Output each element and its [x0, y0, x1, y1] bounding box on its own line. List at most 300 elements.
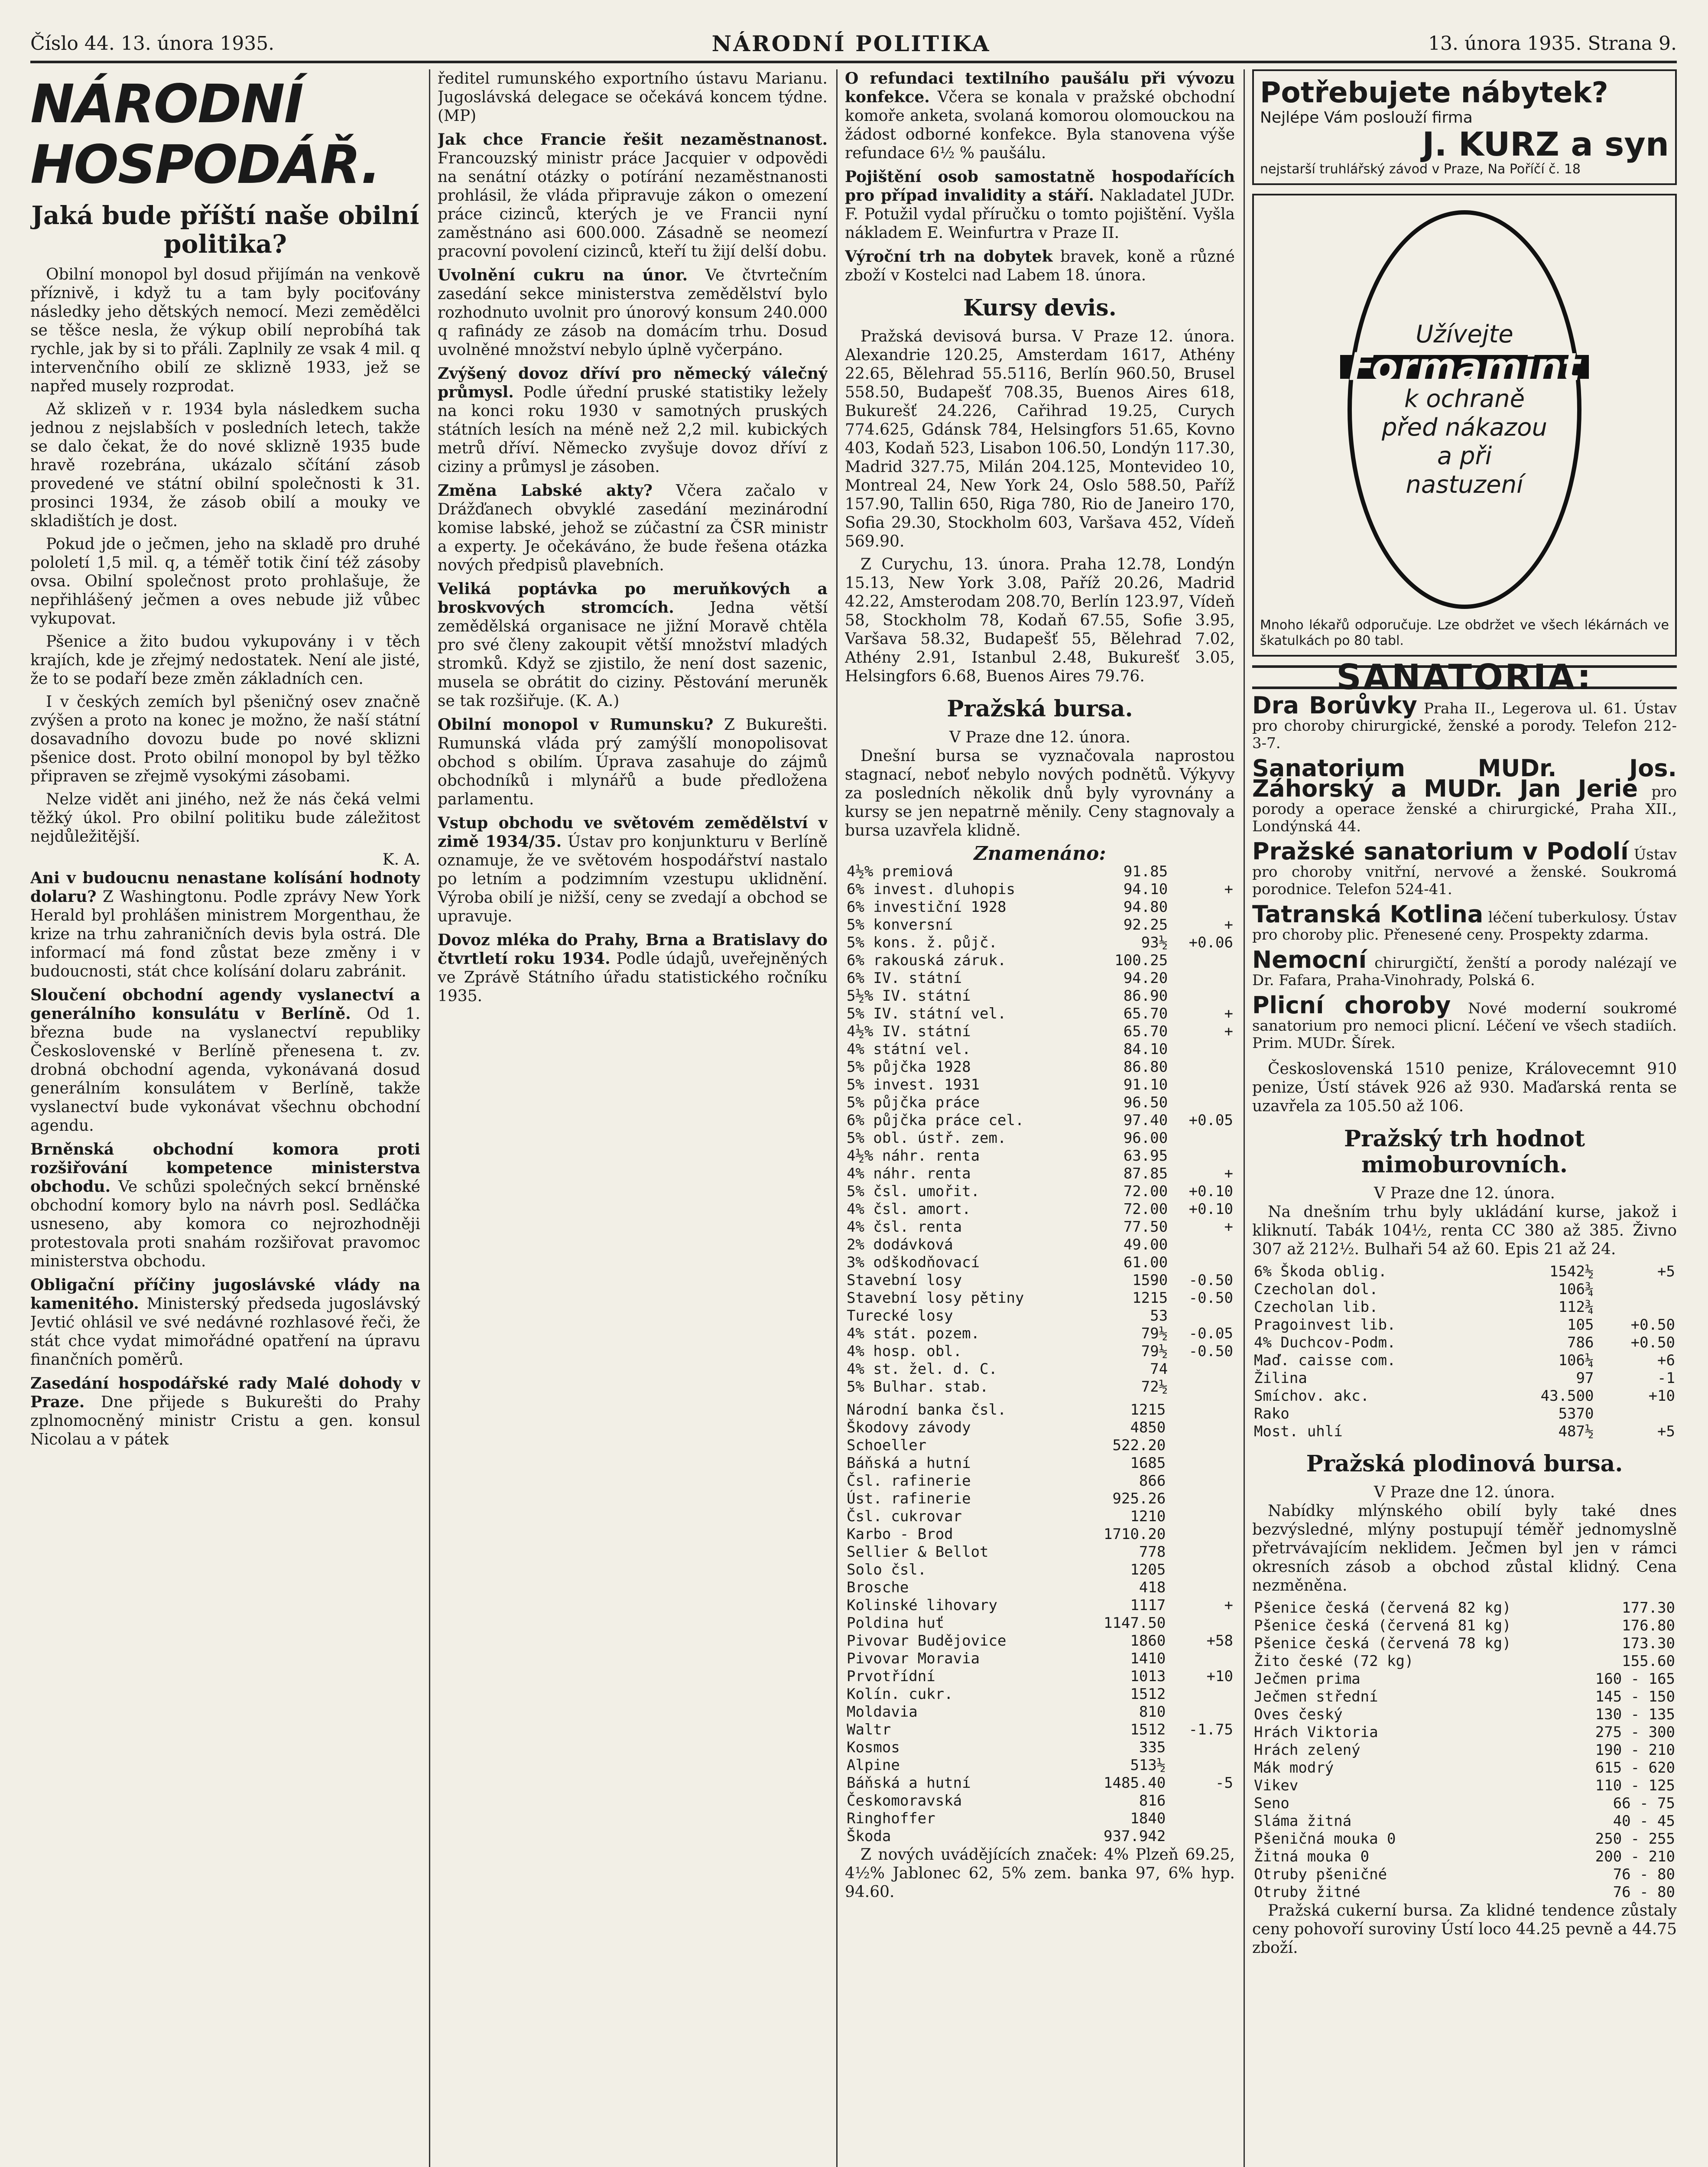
znamenano-title: Znamenáno: [974, 843, 1106, 865]
row-label: Pšenice česká (červená 81 kg) [1254, 1617, 1511, 1634]
row-value: +0.50 [1630, 1334, 1675, 1351]
row-value: 91.85 [1123, 863, 1168, 880]
row-value [1167, 1526, 1235, 1543]
stock-row [845, 1454, 1235, 1472]
stock-row [845, 1828, 1235, 1845]
ad-subline: Nejlépe Vám poslouží firma [1260, 109, 1473, 127]
row-label: 4% hosp. obl. [847, 1343, 962, 1360]
stock-row [845, 1543, 1235, 1561]
row-label: 6% půjčka práce cel. [847, 1112, 1024, 1129]
row-value [1169, 1129, 1235, 1147]
row-label: Mák modrý [1254, 1759, 1334, 1777]
row-label: 4% státní vel. [847, 1041, 971, 1058]
row-label: Pšenice česká (červená 78 kg) [1254, 1635, 1511, 1652]
kursy-devis-text: Pražská devisová bursa. V Praze 12. února. Alexandrie 120.25, Amsterdam 1617, Athény 22.65, Bělehrad 55.5116, Berlín 960.50, Brusel 558.50, Budapešť 708.35, Buenos Aires 618, Bukurešť 24.226, Cařihrad 19.25, Curych 774.625, Gdánsk 784, Helsingfors 51.65, Kovno 403, Kodaň 523, Lisabon 106.50, Londýn 117.30, Madrid 327.75, Milán 204.125, Montevideo 10, Montreal 24, New York 24, Oslo 588.50, Paříž 157.90, Tallin 650, Riga 780, Rio de Janeiro 170, Sofia 29.30, Stockholm 603, Varšava 452, Vídeň 569.90. [845, 328, 1235, 550]
row-label: 5% IV. státní vel. [847, 1005, 1007, 1022]
row-value [1167, 1757, 1235, 1774]
row-label: 3% odškodňovací [847, 1254, 980, 1271]
row-value: 1710.20 [1104, 1526, 1166, 1543]
row-value: 72.00 [1123, 1183, 1168, 1200]
bond-row [845, 987, 1235, 1005]
stock-row [845, 1757, 1235, 1774]
news-item-text: Z Washingtonu. Podle zprávy New York Herald byl prohlášen ministrem Morgenthau, že krize na trhu zahraničních devis byla ostrá. Dle informací má fond zůstat beze změny i v budoucnosti, stát chce kolísání dolaru zabránit. [30, 888, 420, 980]
sanatoria-title: SANATORIA: [1252, 665, 1677, 689]
row-value: 4850 [1130, 1419, 1166, 1436]
row-value: 200 - 210 [1595, 1848, 1675, 1865]
row-label: Národní banka čsl. [847, 1401, 1007, 1419]
bursa-title: Pražská bursa. [947, 696, 1133, 722]
row-value: + [1224, 1218, 1233, 1236]
sanatorium-text: léčení tuberkulosy. Ústav pro choroby plic. Přenesené ceny. Prospekty zdarma. [1252, 909, 1677, 944]
row-value: 155.60 [1622, 1653, 1675, 1670]
stock-row [845, 1419, 1235, 1437]
row-label: Báňská a hutní [847, 1454, 971, 1472]
row-label: Poldina huť [847, 1614, 945, 1632]
row-value [1167, 1650, 1235, 1668]
news-item-text: Od 1. března bude na vyslanectví republiky Československé v Berlíně přenesena t. zv. drobná obchodní agenda, vykonávaná dosud generálním konsulátem v Berlíně, takže vyslanectví bude vykonávat všechnu obchodní agendu. [30, 1005, 420, 1135]
bond-row [845, 881, 1235, 898]
sanatorium-text: Nové moderní soukromé sanatorium pro nemoci plicní. Léčení ve všech stadiích. Prim. MUDr. Šírek. [1252, 1000, 1677, 1052]
sanatorium-name: Dra Borůvky [1252, 692, 1417, 719]
plodina-row [1252, 1795, 1677, 1812]
plodinova-table [1252, 1599, 1677, 1901]
bond-row [845, 1254, 1235, 1272]
news-item-text: ředitel rumunského exportního ústavu Marianu. Jugoslávská delegace se očekává koncem týdne. (MP) [438, 70, 828, 125]
news-item [438, 266, 828, 359]
sanatorium-text: chirurgičtí, ženští a porody nalézají ve Dr. Fafara, Praha-Vinohrady, Polská 6. [1252, 954, 1677, 989]
row-value [1167, 1437, 1235, 1454]
cukr-text: Pražská cukerní bursa. Za klidné tendence zůstaly ceny pohovoří suroviny Ústí loco 44.25 pevně a 44.75 zboží. [1252, 1902, 1677, 1957]
row-label: Brosche [847, 1579, 909, 1596]
row-value: -0.50 [1188, 1289, 1233, 1307]
news-items [845, 69, 1235, 285]
row-label: 5% půjčka 1928 [847, 1058, 971, 1076]
row-label: 6% rakouská záruk. [847, 952, 1007, 969]
row-value [1167, 1490, 1235, 1508]
row-value: 778 [1139, 1543, 1166, 1561]
row-value [1169, 1378, 1235, 1396]
row-label: 4% náhr. renta [847, 1165, 971, 1182]
news-items [30, 869, 420, 1449]
row-label: Sláma žitná [1254, 1812, 1352, 1830]
row-label: Škodovy závody [847, 1419, 971, 1436]
row-value [1167, 1579, 1235, 1597]
row-value: +5 [1657, 1423, 1675, 1440]
mimoburovni-row [1252, 1334, 1677, 1352]
row-value: 49.00 [1123, 1236, 1168, 1253]
row-value: 93½ [1141, 934, 1168, 951]
row-label: 4½% náhr. renta [847, 1147, 980, 1165]
row-value [1169, 1058, 1235, 1076]
row-value: 74 [1150, 1360, 1168, 1378]
bond-row [845, 1218, 1235, 1236]
mimoburovni-row [1252, 1263, 1677, 1281]
news-item-lead: Obilní monopol v Rumunsku? [438, 716, 714, 734]
sanatorium-ad [1252, 838, 1677, 898]
sanatorium-ad [1252, 692, 1677, 752]
bond-row [845, 1147, 1235, 1165]
news-item-lead: Změna Labské akty? [438, 482, 653, 500]
row-label: Vikev [1254, 1777, 1299, 1794]
row-value: 63.95 [1123, 1147, 1168, 1165]
row-label: Pšenice česká (červená 82 kg) [1254, 1599, 1511, 1617]
row-label: Hrách Viktoria [1254, 1724, 1378, 1741]
ad-line: před nákazou [1381, 413, 1548, 442]
mimoburovni-row [1252, 1281, 1677, 1298]
row-value: 335 [1139, 1739, 1166, 1756]
news-item [438, 130, 828, 261]
row-value: 786 [1567, 1334, 1594, 1351]
bond-row [845, 1076, 1235, 1094]
ad-line: nastuzení [1406, 470, 1523, 499]
news-item [438, 580, 828, 710]
row-label: Turecké losy [847, 1307, 953, 1324]
row-value: 94.10 [1123, 881, 1168, 898]
news-item-lead: Zvýšený dovoz dříví pro německý válečný průmysl. [438, 364, 828, 401]
row-value: 250 - 255 [1595, 1830, 1675, 1848]
row-value: 79½ [1141, 1325, 1168, 1342]
bond-row [845, 1183, 1235, 1201]
kursy-devis-title: Kursy devis. [963, 295, 1117, 321]
row-value: +0.50 [1630, 1316, 1675, 1334]
row-label: Maď. caisse com. [1254, 1352, 1396, 1369]
news-item-text: Ministerský předseda jugoslávský Jevtić ohlásil ve své nedávné rozhlasové řeči, že stát chce vydat mimořádné opatření na úpravu finančních poměrů. [30, 1295, 420, 1369]
column-4 [1252, 69, 1677, 2167]
row-value: 1013 [1130, 1668, 1166, 1685]
row-value: 79½ [1141, 1343, 1168, 1360]
row-value: +0.10 [1188, 1201, 1233, 1218]
bond-row [845, 1201, 1235, 1218]
stock-row [845, 1437, 1235, 1454]
bond-row [845, 1005, 1235, 1023]
article-paragraph: Pšenice a žito budou vykupovány i v těch krajích, kde je zřejmý nedostatek. Není ale jisté, že to se podaří beze změn základních cen. [30, 633, 420, 688]
bond-row [845, 898, 1235, 916]
row-value [1167, 1792, 1235, 1810]
bond-row [845, 970, 1235, 987]
bond-row [845, 1360, 1235, 1378]
stock-row [845, 1614, 1235, 1632]
news-item-text: Ústav pro konjunkturu v Berlíně oznamuje, že ve světovém hospodářství nastalo po letním a podzimním vzestupu uklidnění. Výroba obilí je nižší, ceny se zvedají a obchod se upravuje. [438, 833, 828, 925]
row-value: 1205 [1130, 1561, 1166, 1578]
plodina-row [1252, 1777, 1677, 1795]
row-value: +10 [1206, 1668, 1233, 1685]
row-value: 87.85 [1123, 1165, 1168, 1182]
news-item-lead: Brněnská obchodní komora proti rozšiřování kompetence ministerstva obchodu. [30, 1140, 420, 1196]
stock-row [845, 1721, 1235, 1739]
ad-line: a při [1437, 442, 1492, 470]
row-label: Czecholan dol. [1254, 1281, 1378, 1298]
row-value: 86.90 [1123, 987, 1168, 1005]
row-value: 100.25 [1114, 952, 1168, 969]
news-item-lead: Jak chce Francie řešit nezaměstnanost. [438, 130, 828, 149]
row-label: Hrách zelený [1254, 1741, 1361, 1759]
row-value: 1210 [1130, 1508, 1166, 1525]
sanatorium-ad [1252, 901, 1677, 944]
mimoburovni-text: Na dnešním trhu byly ukládání kurse, jakož i kliknutí. Tabák 104½, renta CC 380 až 385. Živno 307 až 212½. Bulhaři 54 až 60. Epis 21 až 24. [1252, 1203, 1677, 1258]
article-paragraph: I v českých zemích byl pšeničný osev značně zvýšen a proto na konec je možno, že naší státní dosavadního dovozu bude po nové sklizni pšenice dost. Proto obilní monopol by byl těžko připraven se zřejmě vysokými zásobami. [30, 693, 420, 785]
news-item [845, 168, 1235, 242]
row-label: 6% Škoda oblig. [1254, 1263, 1387, 1280]
row-value: 160 - 165 [1595, 1670, 1675, 1688]
row-value: 615 - 620 [1595, 1759, 1675, 1777]
row-value: 1512 [1130, 1685, 1166, 1703]
row-label: Pragoinvest lib. [1254, 1316, 1396, 1334]
plodina-row [1252, 1812, 1677, 1830]
news-item-text: Podle úřední pruské statistiky ležely na konci roku 1930 v samotných pruských státních lesích na méně než 2,2 mil. kubických metrů dříví. Německo zvyšuje dovoz dříví z ciziny a průmysl je zásoben. [438, 384, 828, 476]
column-rule [429, 69, 430, 2167]
row-value [1167, 1810, 1235, 1828]
row-value [1167, 1703, 1235, 1721]
row-label: 4% st. žel. d. C. [847, 1360, 997, 1378]
plodina-row [1252, 1848, 1677, 1866]
row-label: Kosmos [847, 1739, 900, 1756]
row-label: Otruby žitné [1254, 1884, 1361, 1901]
sanatorium-text: Praha II., Legerova ul. 61. Ústav pro choroby chirurgické, ženské a porody. Telefon 212-3-7. [1252, 700, 1677, 752]
row-value: 1485.40 [1104, 1774, 1166, 1792]
article-signature: K. A. [382, 851, 420, 869]
plodinova-text: Nabídky mlýnského obilí byly také dnes bezvýsledné, mlýny postupují téměř jednomyslně přetrvávajícím neklidem. Ječmen byl jen v rámci okresních zásob a obchod zůstal klidný. Cena nezměněna. [1252, 1502, 1677, 1594]
row-label: Škoda [847, 1828, 891, 1845]
row-value: 866 [1139, 1472, 1166, 1490]
news-item-lead: Zasedání hospodářské rady Malé dohody v Praze. [30, 1374, 420, 1411]
row-value: 112¾ [1558, 1298, 1594, 1316]
row-value: 513½ [1130, 1757, 1166, 1774]
row-value: +6 [1657, 1352, 1675, 1369]
row-value: 97.40 [1123, 1112, 1168, 1129]
row-value [1167, 1561, 1235, 1579]
row-label: 5% konversní [847, 916, 953, 934]
row-value: 418 [1139, 1579, 1166, 1596]
news-item-lead: Obligační příčiny jugoslávské vlády na kamenitého. [30, 1276, 420, 1313]
row-label: Čsl. cukrovar [847, 1508, 962, 1525]
row-value: 53 [1150, 1307, 1168, 1324]
news-item-lead: Pojištění osob samostatně hospodařících pro případ invalidity a stáří. [845, 168, 1235, 205]
row-value: 1215 [1132, 1289, 1168, 1307]
news-item-text: Včera začalo v Drážďanech obvyklé zasedání mezinárodní komise labské, jehož se zúčastní za ČSR ministr a experty. Je očekáváno, že bude řešena otázka nových předpisů plavebních. [438, 482, 828, 574]
row-value [1167, 1828, 1235, 1845]
row-value [1167, 1614, 1235, 1632]
row-label: 4½% IV. státní [847, 1023, 971, 1040]
ad-firm: J. KURZ a syn [1422, 125, 1669, 163]
row-label: Pivovar Budějovice [847, 1632, 1007, 1650]
row-value: 5370 [1558, 1405, 1594, 1422]
row-value: +5 [1657, 1263, 1675, 1280]
bond-row [845, 1325, 1235, 1343]
bursa-text: Dnešní bursa se vyznačovala naprostou stagnací, neboť nebylo nových podnětů. Výkyvy za posledních několik dnů byly vyrovnány a kursy se jen nepatrně měnily. Ceny stagnovaly a bursa uzavřela klidně. [845, 747, 1235, 839]
article-body [30, 265, 420, 846]
row-value [1595, 1281, 1677, 1298]
news-item-lead: Ani v budoucnu nenastane kolísání hodnoty dolaru? [30, 869, 420, 906]
row-label: Stavební losy [847, 1272, 962, 1289]
news-item-text: Jedna větší zemědělská organisace ne jižní Moravě chtěla pro své členy zakoupit větší množství mladých stromků. Když se zjistilo, že není dost sazenic, musela se obrátit do ciziny. Pěstování meruněk se tak rozšiřuje. (K. A.) [438, 599, 828, 710]
row-value: 190 - 210 [1595, 1741, 1675, 1759]
news-item [845, 247, 1235, 285]
row-label: Sellier & Bellot [847, 1543, 989, 1561]
plodinova-date: V Praze dne 12. února. [1374, 1484, 1555, 1501]
bond-row [845, 1307, 1235, 1325]
row-label: 5% čsl. umořit. [847, 1183, 980, 1200]
column-2 [438, 69, 828, 2167]
row-value: 145 - 150 [1595, 1688, 1675, 1705]
news-item-lead: Veliká poptávka po meruňkových a broskvových stromcích. [438, 580, 828, 617]
row-value: 76 - 80 [1613, 1866, 1675, 1883]
row-value: 1215 [1130, 1401, 1166, 1419]
mimoburovni-row [1252, 1387, 1677, 1405]
column-3 [845, 69, 1235, 2167]
row-value: 1840 [1130, 1810, 1166, 1827]
row-label: 4% čsl. amort. [847, 1201, 971, 1218]
row-value: -0.05 [1188, 1325, 1233, 1342]
news-item-lead: Výroční trh na dobytek [845, 247, 1053, 266]
row-value: +0.10 [1188, 1183, 1233, 1200]
row-value: -0.50 [1188, 1272, 1233, 1289]
mimoburovni-row [1252, 1405, 1677, 1423]
news-item [438, 482, 828, 575]
stock-row [845, 1774, 1235, 1792]
row-label: Most. uhlí [1254, 1423, 1343, 1440]
row-label: Stavební losy pětiny [847, 1289, 1024, 1307]
article-paragraph: Až sklizeň v r. 1934 byla následkem sucha jednou z nejslabších v posledních letech, takže se dalo čekat, že do nové sklizně 1935 bude hravě rozebrána, ukázalo sčítání zásob provedené ve státní obilní společnosti k 31. prosinci 1934, že zásob obilí a mouky ve skladištích je dost. [30, 400, 420, 530]
news-item-text: bravek, koně a různé zboží v Kostelci nad Labem 18. února. [845, 248, 1235, 284]
row-label: Českomoravská [847, 1792, 962, 1809]
stock-row [845, 1792, 1235, 1810]
row-value: 816 [1139, 1792, 1166, 1809]
news-item-text: Včera se konala v pražské obchodní komoře anketa, svolaná komorou olomouckou na žádost odborné konfekce. Byla stanovena výše refundace 6½ % paušálu. [845, 88, 1235, 162]
plodina-row [1252, 1635, 1677, 1653]
row-value: 1512 [1130, 1721, 1166, 1738]
bond-row [845, 1129, 1235, 1147]
ad-small: nejstarší truhlářský závod v Praze, Na Poříčí č. 18 [1260, 162, 1581, 177]
masthead-page-info: 13. února 1935. Strana 9. [1428, 32, 1677, 55]
row-value: 96.50 [1123, 1094, 1168, 1111]
row-label: 4% stát. pozem. [847, 1325, 980, 1342]
row-label: Žito české (72 kg) [1254, 1653, 1414, 1670]
mimoburovni-title: Pražský trh hodnot mimoburovních. [1344, 1126, 1585, 1178]
row-value: +58 [1206, 1632, 1233, 1650]
mimoburovni-date: V Praze dne 12. února. [1374, 1184, 1555, 1202]
row-value: 86.80 [1123, 1058, 1168, 1076]
news-items [438, 69, 828, 1005]
bond-row [845, 1112, 1235, 1129]
news-item [30, 986, 420, 1135]
bond-row [845, 1236, 1235, 1254]
row-value: 1542½ [1549, 1263, 1594, 1280]
news-item-lead: Sloučení obchodní agendy vyslanectví a generálního konsulátu v Berlíně. [30, 986, 420, 1023]
row-value: 810 [1139, 1703, 1166, 1721]
row-label: 5½% IV. státní [847, 987, 971, 1005]
row-value: 77.50 [1123, 1218, 1168, 1236]
row-value: +10 [1648, 1387, 1675, 1405]
row-value: 65.70 [1123, 1005, 1168, 1022]
ad-line: k ochraně [1404, 384, 1525, 413]
row-value: 1410 [1130, 1650, 1166, 1667]
plodina-row [1252, 1866, 1677, 1884]
section-title: NÁRODNÍ HOSPODÁŘ. [30, 73, 380, 195]
row-value: + [1224, 1005, 1233, 1022]
sanatorium-text: Ústav pro choroby vnitřní, nervové a ženské. Soukromá porodnice. Telefon 524-41. [1252, 846, 1677, 898]
stock-row [845, 1526, 1235, 1543]
row-label: Prvotřídní [847, 1668, 935, 1685]
news-item-text: Z Bukurešti. Rumunská vláda prý zamýšlí monopolisovat obchod s obilím. Úprava zasahuje do zájmů obchodníků i mlynářů a bude předložena parlamentu. [438, 716, 828, 808]
formamint-oval [1348, 210, 1581, 609]
row-label: Alpine [847, 1757, 900, 1774]
bond-row [845, 1378, 1235, 1396]
row-label: 5% obl. ústř. zem. [847, 1129, 1007, 1147]
stock-row [845, 1810, 1235, 1828]
row-value: -1 [1657, 1370, 1675, 1387]
row-label: 4% Duchcov-Podm. [1254, 1334, 1396, 1351]
row-value [1595, 1405, 1677, 1423]
bond-row [845, 1058, 1235, 1076]
news-item [845, 69, 1235, 163]
row-value: 66 - 75 [1613, 1795, 1675, 1812]
row-value: + [1224, 1023, 1233, 1040]
stock-row [845, 1472, 1235, 1490]
row-label: Báňská a hutní [847, 1774, 971, 1792]
row-value: 96.00 [1123, 1129, 1168, 1147]
row-value: 105 [1567, 1316, 1594, 1334]
newspaper-page [30, 26, 1677, 2167]
news-item [438, 364, 828, 476]
row-value [1169, 1236, 1235, 1254]
row-value: 176.80 [1622, 1617, 1675, 1634]
row-value: 1117 [1130, 1597, 1166, 1614]
sanatorium-name: Sanatorium MUDr. Jos. Záhorský a MUDr. Jan Jerie [1252, 755, 1677, 802]
sanatorium-ad [1252, 992, 1677, 1052]
row-value [1169, 898, 1235, 916]
masthead-issue: Číslo 44. 13. února 1935. [30, 32, 275, 55]
row-label: Schoeller [847, 1437, 927, 1454]
row-label: Moldavia [847, 1703, 918, 1721]
plodina-row [1252, 1706, 1677, 1724]
mimoburovni-row [1252, 1423, 1677, 1441]
news-item-lead: Dovoz mléka do Prahy, Brna a Bratislavy do čtvrtletí roku 1934. [438, 931, 828, 968]
row-value: 110 - 125 [1595, 1777, 1675, 1794]
bond-row [845, 916, 1235, 934]
row-value [1169, 970, 1235, 987]
news-item [30, 1374, 420, 1449]
stocks-table [845, 1401, 1235, 1845]
mimoburovni-table [1252, 1263, 1677, 1441]
mimoburovni-row [1252, 1352, 1677, 1370]
row-value [1167, 1419, 1235, 1437]
ad-headline: Potřebujete nábytek? [1260, 76, 1608, 109]
row-value [1169, 1147, 1235, 1165]
news-item-text: Nakladatel JUDr. F. Potužil vydal příručku o tomto pojištění. Vyšla nákladem E. Weinfurtra v Praze II. [845, 187, 1235, 242]
row-label: 5% invest. 1931 [847, 1076, 980, 1093]
row-value: 84.10 [1123, 1041, 1168, 1058]
row-value [1169, 1094, 1235, 1112]
stock-row [845, 1401, 1235, 1419]
ad-note: Mnoho lékařů odporučuje. Lze obdržet ve všech lékárnách ve škatulkách po 80 tabl. [1260, 618, 1669, 648]
row-value: 130 - 135 [1595, 1706, 1675, 1723]
article-paragraph: Obilní monopol byl dosud přijímán na venkově příznivě, i když tu a tam byly pociťovány následky jeho dětských nemocí. Mezi zemědělci se těšce nesla, že výkup obilí neprobíhá tak rychle, jak by si to přáli. Zaplnily ze vsak 4 mil. q intervenčního obilí ze sklizně 1933, jež se napřed musely rozprodat. [30, 266, 420, 395]
bursa-date: V Praze dne 12. února. [949, 729, 1130, 746]
row-label: Oves český [1254, 1706, 1343, 1723]
row-label: Seno [1254, 1795, 1289, 1812]
row-value: 937.942 [1104, 1828, 1166, 1845]
sanatorium-text: pro porody a operace ženské a chirurgické, Praha XII., Londýnská 44. [1252, 783, 1677, 835]
row-label: Ječmen prima [1254, 1670, 1361, 1688]
bond-row [845, 1343, 1235, 1360]
row-value: 522.20 [1112, 1437, 1166, 1454]
news-item-text: Francouzský ministr práce Jacquier v odpovědi na senátní otázky o potírání nezaměstnanosti prohlásil, že vláda připravuje zákon o omezení práce cizinců, kterých je ve Francii nyní zaměstnáno asi 600.000. Zásadně se neomezí pracovní povolení cizinců, kteří tu žijí delší dobu. [438, 150, 828, 260]
row-value: 92.25 [1123, 916, 1168, 934]
row-label: Solo čsl. [847, 1561, 927, 1578]
row-value: 1590 [1132, 1272, 1168, 1289]
news-item-lead: Vstup obchodu ve světovém zemědělství v zimě 1934/35. [438, 814, 828, 851]
ad-top: Užívejte [1416, 320, 1513, 348]
